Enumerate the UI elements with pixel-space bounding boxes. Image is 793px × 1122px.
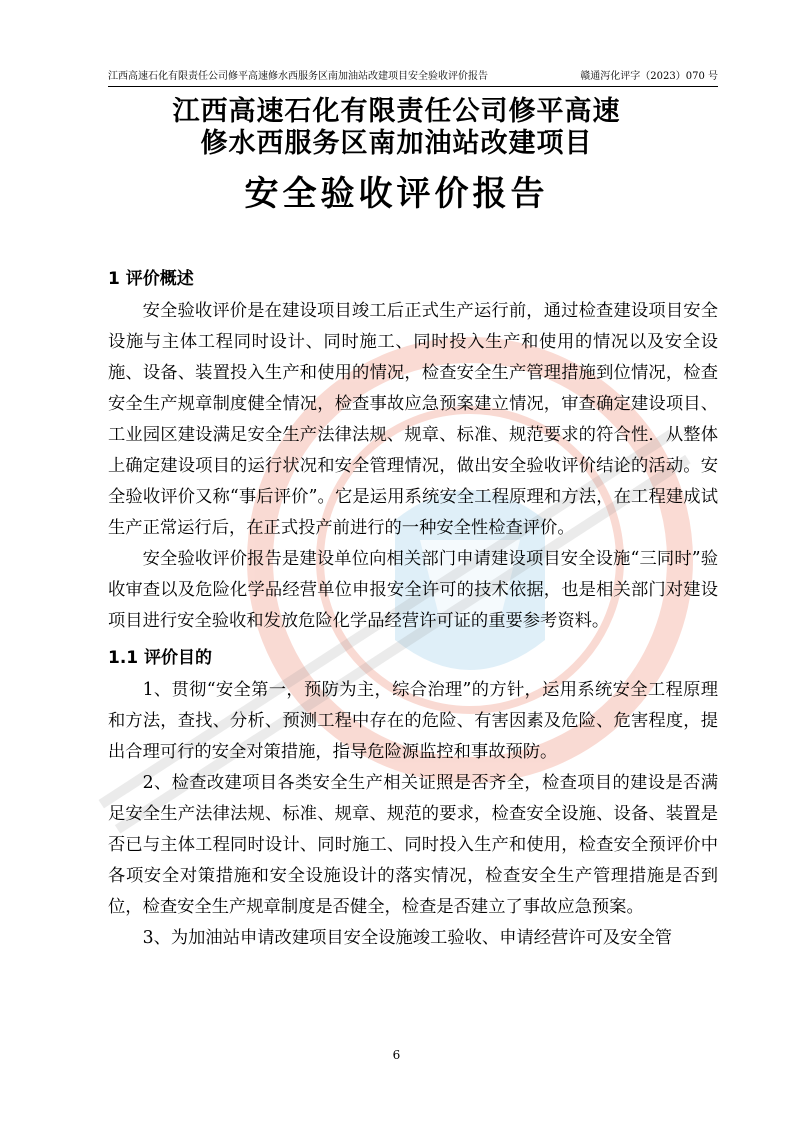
header-report-title: 江西高速石化有限责任公司修平高速修水西服务区南加油站改建项目安全验收评价报告 [108,71,488,82]
report-body [108,258,718,954]
title-line-1: 江西高速石化有限责任公司修平高速 [172,96,621,127]
paragraph: 安全验收评价是在建设项目竣工后正式生产运行前，通过检查建设项目安全设施与主体工程同时设计、同时施工、同时投入生产和使用的情况以及安全设施、设备、装置投入生产和使用的情况，检查安全生产管理措施到位情况，检查安全生产规章制度健全情况，检查事故应急预案建立情况，审查确定建设项目、工业园区建设满足安全生产法律法规、规章、标准、规范要求的符合性．从整体上确定建设项目的运行状况和安全管理情况，做出安全验收评价结论的活动。安全验收评价又称“事后评价”。它是运用系统安全工程原理和方法，在工程建成试生产正常运行后，在正式投产前进行的一种安全性检查评价。 [108,301,718,538]
paragraph: 2、检查改建项目各类安全生产相关证照是否齐全，检查项目的建设是否满足安全生产法律法规、标准、规章、规范的要求，检查安全设施、设备、装置是否已与主体工程同时设计、同时施工、同时投入生产和使用，检查安全预评价中各项安全对策措施和安全设施设计的落实情况，检查安全生产管理措施是否到位，检查安全生产规章制度是否健全，检查是否建立了事故应急预案。 [108,773,718,917]
paragraph: 1、贯彻“安全第一，预防为主，综合治理”的方针，运用系统安全工程原理和方法，查找、分析、预测工程中存在的危险、有害因素及危险、危害程度，提出合理可行的安全对策措施，指导危险源监控和事故预防。 [108,680,718,762]
report-main-title: 安全验收评价报告 [244,174,549,214]
paragraph: 安全验收评价报告是建设单位向相关部门申请建设项目安全设施“三同时”验收审查以及危险化学品经营单位申报安全许可的技术依据，也是相关部门对建设项目进行安全验收和发放危险化学品经营许可证的重要参考资料。 [108,549,718,631]
page-number: 6 [392,1048,401,1062]
section-heading-evaluation-overview: 1 评价概述 [108,269,194,289]
paragraph: 3、为加油站申请改建项目安全设施竣工验收、申请经营许可及安全管 [142,928,673,948]
header-report-number: 赣通泻化评字（2023）070 号 [580,71,718,82]
page-header [108,68,718,87]
section-heading-evaluation-purpose: 1.1 评价目的 [108,648,213,668]
title-line-2: 修水西服务区南加油站改建项目 [200,128,593,159]
